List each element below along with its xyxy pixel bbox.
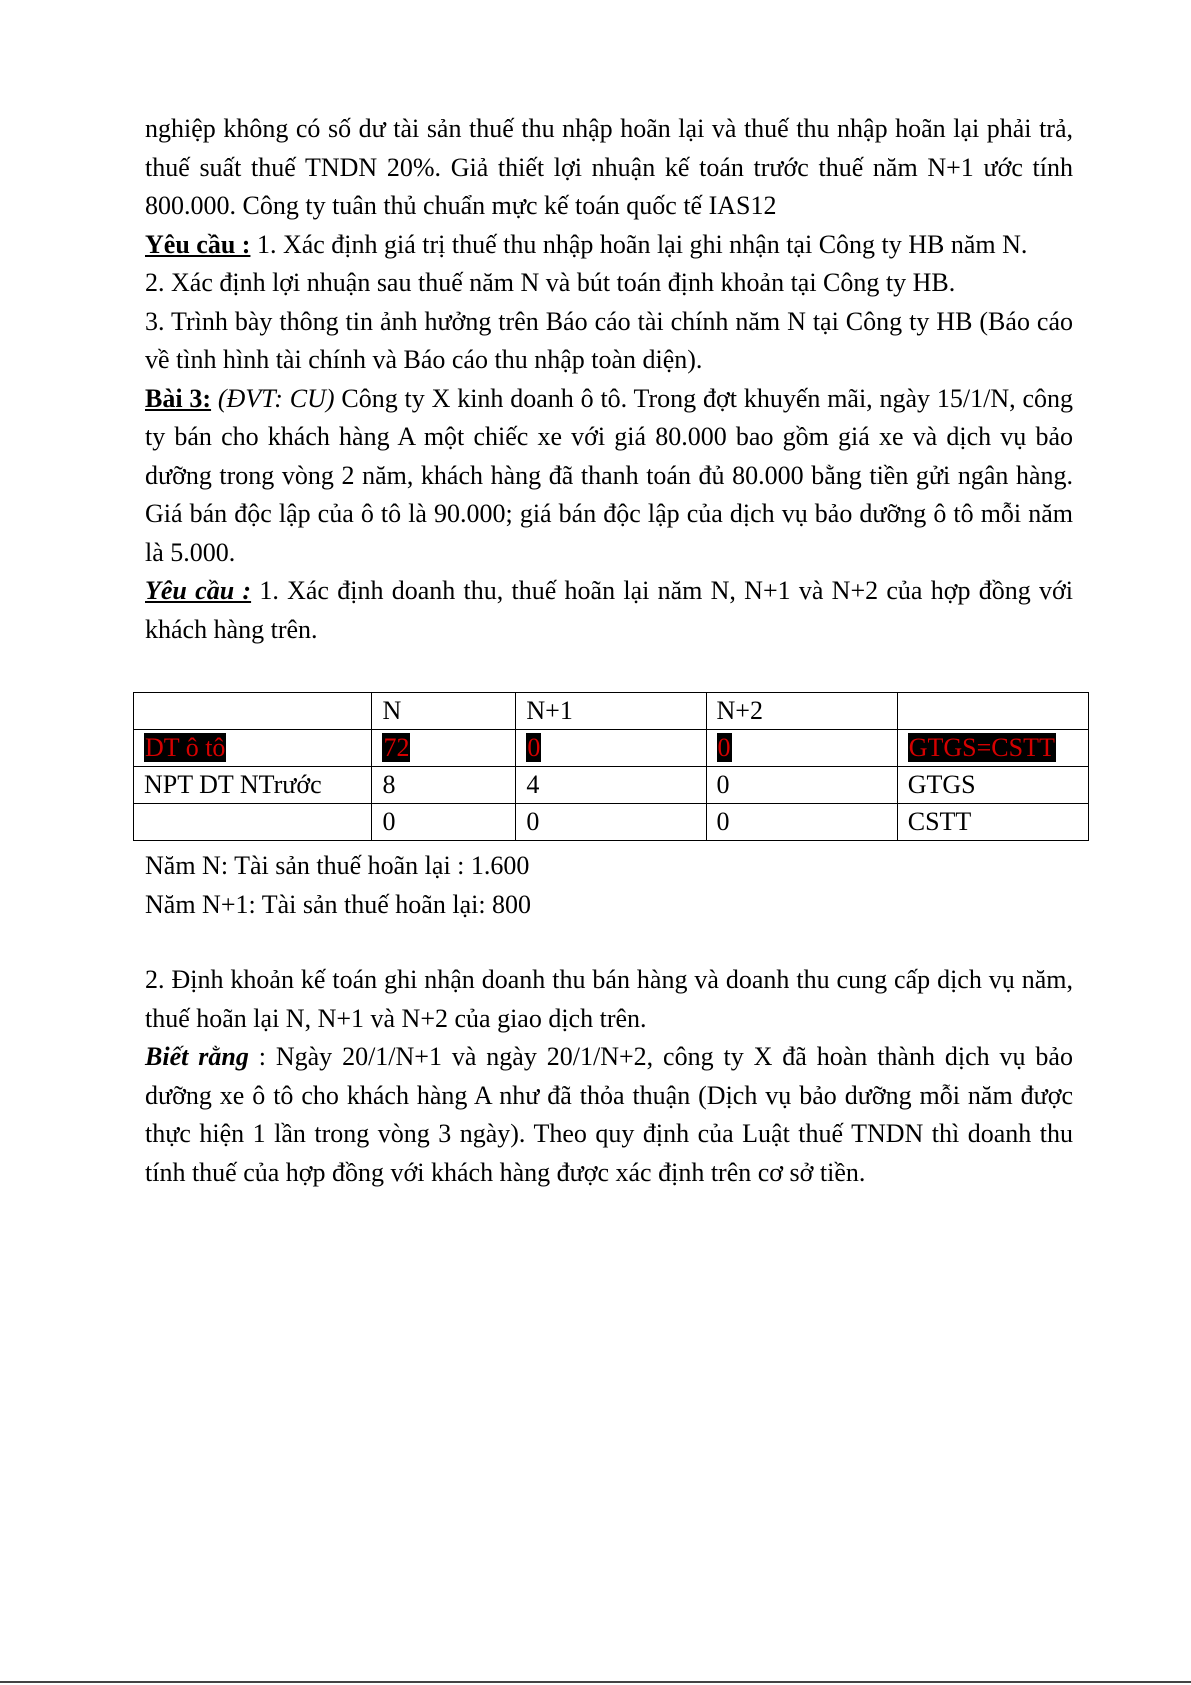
known-facts-label: Biết rằng	[145, 1042, 249, 1071]
exercise-3-text: Công ty X kinh doanh ô tô. Trong đợt khuyến mãi, ngày 15/1/N, công ty bán cho khách hàng A một chiếc xe với giá 80.000 bao gồm giá xe và dịch vụ bảo dưỡng trong vòng 2 năm, khách hàng đã thanh toán đủ 80.000 bằng tiền gửi ngân hàng. Giá bán độc lập của ô tô là 90.000; giá bán độc lập của dịch vụ bảo dưỡng ô tô mỗi năm là 5.000.	[145, 383, 1073, 567]
highlighted-text: 72	[383, 733, 410, 762]
table-cell	[516, 730, 706, 767]
table-cell: NPT DT NTrước	[134, 767, 372, 804]
table-cell: N+1	[516, 693, 706, 730]
exercise-3-label: Bài 3:	[145, 383, 212, 413]
table-cell: 4	[516, 767, 706, 804]
highlighted-text: 0	[717, 733, 731, 762]
requirement-1-text: 1. Xác định giá trị thuế thu nhập hoãn lại ghi nhận tại Công ty HB năm N.	[250, 229, 1028, 259]
known-facts	[145, 1038, 1073, 1192]
table-cell: 0	[516, 804, 706, 841]
table-row	[134, 767, 1089, 804]
table-row	[134, 804, 1089, 841]
table-cell: GTGS	[897, 767, 1088, 804]
table-cell	[706, 730, 897, 767]
requirement-label: Yêu cầu :	[145, 229, 251, 259]
document-body	[145, 110, 1073, 649]
note-year-n: Năm N: Tài sản thuế hoãn lại : 1.600	[145, 851, 530, 880]
table-row	[134, 730, 1089, 767]
table-cell	[897, 693, 1088, 730]
requirement-3: 3. Trình bày thông tin ảnh hưởng trên Báo cáo tài chính năm N tại Công ty HB (Báo cáo về tình hình tài chính và Báo cáo thu nhập toàn diện).	[145, 306, 1073, 374]
known-facts-text: : Ngày 20/1/N+1 và ngày 20/1/N+2, công ty X đã hoàn thành dịch vụ bảo dưỡng xe ô tô cho khách hàng A như đã thỏa thuận (Dịch vụ bảo dưỡng mỗi năm được thực hiện 1 lần trong vòng 3 ngày). Theo quy định của Luật thuế TNDN thì doanh thu tính thuế của hợp đồng với khách hàng được xác định trên cơ sở tiền.	[145, 1042, 1073, 1187]
note-year-n1: Năm N+1: Tài sản thuế hoãn lại: 800	[145, 890, 532, 919]
highlighted-text: DT ô tô	[145, 733, 226, 762]
table-cell: N	[372, 693, 516, 730]
part-2-block	[145, 961, 1073, 1192]
intro-paragraph: nghiệp không có số dư tài sản thuế thu nhập hoãn lại và thuế thu nhập hoãn lại phải trả, thuế suất thuế TNDN 20%. Giả thiết lợi nhuận kế toán trước thuế năm N+1 ước tính 800.000. Công ty tuân thủ chuẩn mực kế toán quốc tế IAS12	[145, 114, 1073, 220]
highlighted-text: GTGS=CSTT	[908, 733, 1055, 762]
table-cell	[134, 804, 372, 841]
table-cell: 8	[372, 767, 516, 804]
exercise-3-unit: (ĐVT: CU)	[211, 383, 335, 413]
exercise-3-requirement-text: 1. Xác định doanh thu, thuế hoãn lại năm N, N+1 và N+2 của hợp đồng với khách hàng trên.	[145, 576, 1073, 644]
table-cell	[134, 693, 372, 730]
page-bottom-rule	[0, 1681, 1191, 1683]
table-cell	[134, 730, 372, 767]
table-header-row	[134, 693, 1089, 730]
table-cell: 0	[706, 767, 897, 804]
notes-block	[145, 846, 1073, 924]
requirement-2-exercise-3: 2. Định khoản kế toán ghi nhận doanh thu bán hàng và doanh thu cung cấp dịch vụ năm, thuế hoãn lại N, N+1 và N+2 của giao dịch trên.	[145, 965, 1073, 1033]
table-cell: N+2	[706, 693, 897, 730]
exercise-3-requirement	[145, 572, 1073, 649]
exercise-3	[145, 380, 1073, 573]
table-cell	[897, 730, 1088, 767]
highlighted-text: 0	[527, 733, 541, 762]
requirement-2: 2. Xác định lợi nhuận sau thuế năm N và bút toán định khoản tại Công ty HB.	[145, 268, 956, 297]
table-cell: CSTT	[897, 804, 1088, 841]
revenue-table	[133, 692, 1089, 841]
exercise-3-requirement-label: Yêu cầu :	[145, 576, 252, 605]
requirement-1	[145, 226, 1073, 265]
table-cell	[372, 730, 516, 767]
table-cell: 0	[706, 804, 897, 841]
table-cell: 0	[372, 804, 516, 841]
